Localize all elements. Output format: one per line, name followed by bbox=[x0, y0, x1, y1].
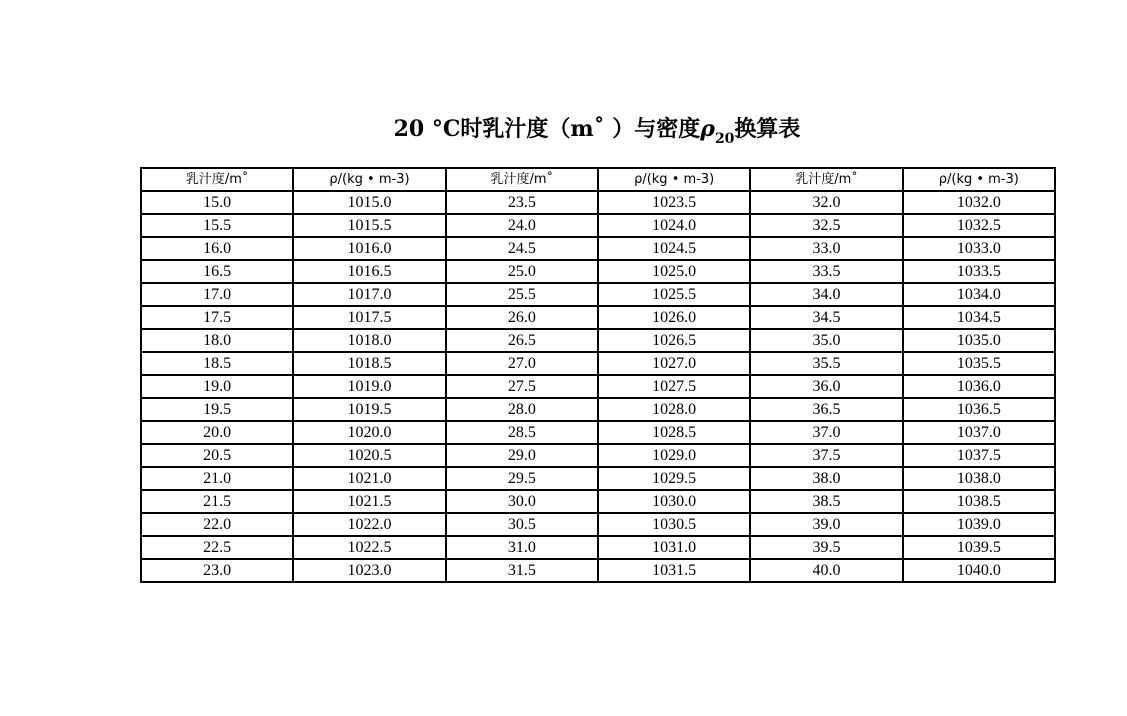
cell-density: 1034.5 bbox=[903, 306, 1055, 329]
cell-density: 1030.5 bbox=[598, 513, 750, 536]
table-row bbox=[141, 214, 1055, 237]
header-density: ρ/(kg • m-3) bbox=[903, 168, 1055, 191]
cell-milk-degree: 27.0 bbox=[446, 352, 598, 375]
cell-milk-degree: 16.0 bbox=[141, 237, 293, 260]
table-row bbox=[141, 421, 1055, 444]
table-row bbox=[141, 444, 1055, 467]
cell-milk-degree: 29.5 bbox=[446, 467, 598, 490]
cell-milk-degree: 30.5 bbox=[446, 513, 598, 536]
cell-density: 1017.0 bbox=[293, 283, 445, 306]
cell-milk-degree: 38.0 bbox=[750, 467, 902, 490]
cell-milk-degree: 35.0 bbox=[750, 329, 902, 352]
cell-density: 1018.0 bbox=[293, 329, 445, 352]
cell-milk-degree: 34.5 bbox=[750, 306, 902, 329]
cell-density: 1019.0 bbox=[293, 375, 445, 398]
cell-density: 1033.0 bbox=[903, 237, 1055, 260]
cell-density: 1017.5 bbox=[293, 306, 445, 329]
header-milk-degree: 乳汁度/m˚ bbox=[141, 168, 293, 191]
cell-density: 1021.5 bbox=[293, 490, 445, 513]
cell-density: 1038.0 bbox=[903, 467, 1055, 490]
cell-density: 1037.0 bbox=[903, 421, 1055, 444]
table-row bbox=[141, 260, 1055, 283]
cell-density: 1024.0 bbox=[598, 214, 750, 237]
title-rho-symbol: ρ bbox=[700, 116, 715, 142]
cell-density: 1020.0 bbox=[293, 421, 445, 444]
table-row bbox=[141, 352, 1055, 375]
cell-density: 1022.5 bbox=[293, 536, 445, 559]
cell-milk-degree: 28.0 bbox=[446, 398, 598, 421]
table-row bbox=[141, 513, 1055, 536]
cell-milk-degree: 24.5 bbox=[446, 237, 598, 260]
cell-milk-degree: 24.0 bbox=[446, 214, 598, 237]
cell-milk-degree: 19.0 bbox=[141, 375, 293, 398]
cell-milk-degree: 34.0 bbox=[750, 283, 902, 306]
cell-density: 1038.5 bbox=[903, 490, 1055, 513]
cell-milk-degree: 22.0 bbox=[141, 513, 293, 536]
cell-milk-degree: 16.5 bbox=[141, 260, 293, 283]
table-row bbox=[141, 306, 1055, 329]
cell-milk-degree: 26.5 bbox=[446, 329, 598, 352]
table-row bbox=[141, 536, 1055, 559]
cell-milk-degree: 32.5 bbox=[750, 214, 902, 237]
table-row bbox=[141, 375, 1055, 398]
cell-density: 1037.5 bbox=[903, 444, 1055, 467]
cell-density: 1031.5 bbox=[598, 559, 750, 582]
cell-milk-degree: 27.5 bbox=[446, 375, 598, 398]
cell-density: 1026.0 bbox=[598, 306, 750, 329]
cell-milk-degree: 38.5 bbox=[750, 490, 902, 513]
table-row bbox=[141, 467, 1055, 490]
table-title bbox=[0, 114, 1127, 147]
cell-milk-degree: 18.5 bbox=[141, 352, 293, 375]
cell-milk-degree: 39.0 bbox=[750, 513, 902, 536]
cell-density: 1027.5 bbox=[598, 375, 750, 398]
cell-milk-degree: 31.5 bbox=[446, 559, 598, 582]
cell-density: 1022.0 bbox=[293, 513, 445, 536]
cell-density: 1031.0 bbox=[598, 536, 750, 559]
cell-milk-degree: 20.5 bbox=[141, 444, 293, 467]
cell-density: 1020.5 bbox=[293, 444, 445, 467]
cell-milk-degree: 17.0 bbox=[141, 283, 293, 306]
cell-milk-degree: 17.5 bbox=[141, 306, 293, 329]
cell-milk-degree: 28.5 bbox=[446, 421, 598, 444]
cell-density: 1027.0 bbox=[598, 352, 750, 375]
table-row bbox=[141, 398, 1055, 421]
cell-density: 1019.5 bbox=[293, 398, 445, 421]
cell-density: 1028.0 bbox=[598, 398, 750, 421]
cell-milk-degree: 33.0 bbox=[750, 237, 902, 260]
cell-density: 1016.5 bbox=[293, 260, 445, 283]
cell-density: 1036.0 bbox=[903, 375, 1055, 398]
cell-density: 1029.5 bbox=[598, 467, 750, 490]
table-header bbox=[141, 168, 1055, 191]
cell-milk-degree: 21.5 bbox=[141, 490, 293, 513]
cell-density: 1023.5 bbox=[598, 191, 750, 214]
cell-milk-degree: 37.5 bbox=[750, 444, 902, 467]
table-body bbox=[141, 191, 1055, 582]
table-row bbox=[141, 490, 1055, 513]
cell-milk-degree: 37.0 bbox=[750, 421, 902, 444]
cell-density: 1016.0 bbox=[293, 237, 445, 260]
table-row bbox=[141, 237, 1055, 260]
cell-milk-degree: 35.5 bbox=[750, 352, 902, 375]
cell-milk-degree: 18.0 bbox=[141, 329, 293, 352]
table-row bbox=[141, 559, 1055, 582]
conversion-table bbox=[140, 167, 1056, 583]
cell-milk-degree: 19.5 bbox=[141, 398, 293, 421]
cell-density: 1033.5 bbox=[903, 260, 1055, 283]
title-prefix: 20 °C时乳汁度（m˚ ）与密度 bbox=[393, 116, 701, 142]
cell-milk-degree: 26.0 bbox=[446, 306, 598, 329]
cell-milk-degree: 23.0 bbox=[141, 559, 293, 582]
cell-milk-degree: 21.0 bbox=[141, 467, 293, 490]
title-suffix: 换算表 bbox=[734, 116, 801, 142]
cell-density: 1035.5 bbox=[903, 352, 1055, 375]
cell-milk-degree: 29.0 bbox=[446, 444, 598, 467]
cell-density: 1025.5 bbox=[598, 283, 750, 306]
header-density: ρ/(kg • m-3) bbox=[293, 168, 445, 191]
cell-density: 1032.0 bbox=[903, 191, 1055, 214]
cell-density: 1035.0 bbox=[903, 329, 1055, 352]
cell-milk-degree: 23.5 bbox=[446, 191, 598, 214]
cell-milk-degree: 15.5 bbox=[141, 214, 293, 237]
header-milk-degree: 乳汁度/m˚ bbox=[446, 168, 598, 191]
cell-density: 1024.5 bbox=[598, 237, 750, 260]
cell-milk-degree: 25.5 bbox=[446, 283, 598, 306]
cell-density: 1015.0 bbox=[293, 191, 445, 214]
cell-density: 1032.5 bbox=[903, 214, 1055, 237]
cell-milk-degree: 39.5 bbox=[750, 536, 902, 559]
cell-density: 1039.0 bbox=[903, 513, 1055, 536]
cell-milk-degree: 22.5 bbox=[141, 536, 293, 559]
header-density: ρ/(kg • m-3) bbox=[598, 168, 750, 191]
header-row bbox=[141, 168, 1055, 191]
table-row bbox=[141, 283, 1055, 306]
cell-density: 1029.0 bbox=[598, 444, 750, 467]
cell-density: 1023.0 bbox=[293, 559, 445, 582]
cell-density: 1021.0 bbox=[293, 467, 445, 490]
cell-milk-degree: 36.5 bbox=[750, 398, 902, 421]
cell-milk-degree: 32.0 bbox=[750, 191, 902, 214]
cell-density: 1015.5 bbox=[293, 214, 445, 237]
cell-density: 1039.5 bbox=[903, 536, 1055, 559]
cell-density: 1036.5 bbox=[903, 398, 1055, 421]
table-row bbox=[141, 191, 1055, 214]
cell-density: 1040.0 bbox=[903, 559, 1055, 582]
cell-milk-degree: 15.0 bbox=[141, 191, 293, 214]
cell-density: 1025.0 bbox=[598, 260, 750, 283]
cell-density: 1018.5 bbox=[293, 352, 445, 375]
cell-density: 1028.5 bbox=[598, 421, 750, 444]
header-milk-degree: 乳汁度/m˚ bbox=[750, 168, 902, 191]
cell-density: 1026.5 bbox=[598, 329, 750, 352]
cell-milk-degree: 36.0 bbox=[750, 375, 902, 398]
cell-milk-degree: 20.0 bbox=[141, 421, 293, 444]
cell-milk-degree: 40.0 bbox=[750, 559, 902, 582]
title-rho-subscript: 20 bbox=[714, 131, 735, 147]
cell-milk-degree: 33.5 bbox=[750, 260, 902, 283]
cell-density: 1030.0 bbox=[598, 490, 750, 513]
cell-milk-degree: 25.0 bbox=[446, 260, 598, 283]
cell-milk-degree: 30.0 bbox=[446, 490, 598, 513]
table-row bbox=[141, 329, 1055, 352]
cell-density: 1034.0 bbox=[903, 283, 1055, 306]
cell-milk-degree: 31.0 bbox=[446, 536, 598, 559]
